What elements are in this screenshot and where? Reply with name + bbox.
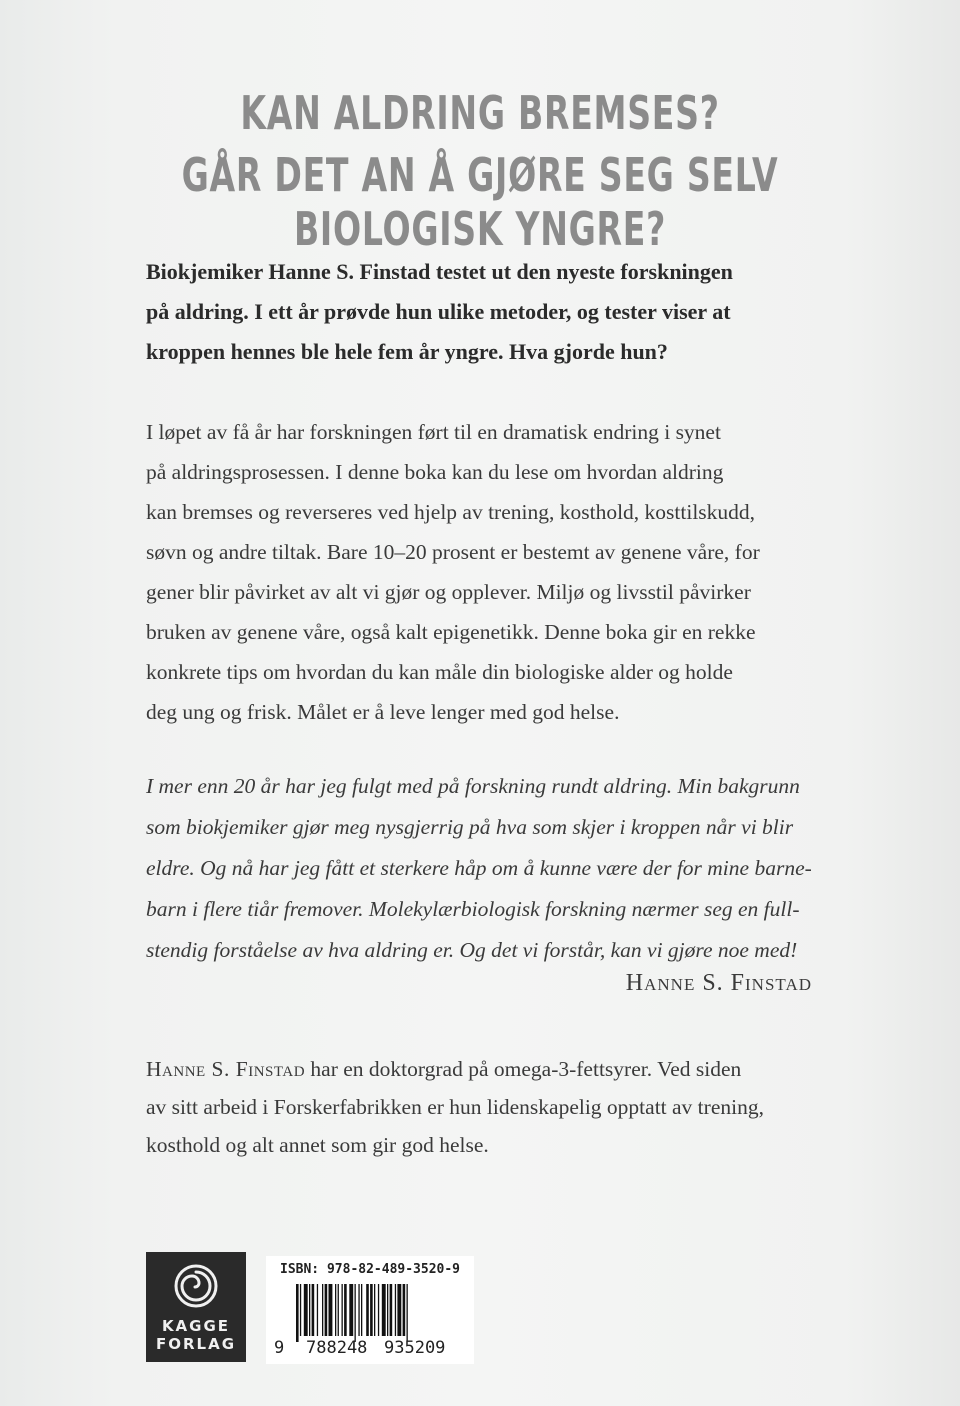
body-line: I løpet av få år har forskningen ført til en dramatisk endring i synet [146, 420, 721, 444]
barcode-bar [403, 1284, 406, 1336]
barcode-bar [358, 1284, 359, 1336]
barcode-bar [395, 1284, 396, 1336]
quote-line: I mer enn 20 år har jeg fulgt med på forskning rundt aldring. Min bakgrunn [146, 774, 800, 798]
barcode-bar [374, 1284, 375, 1336]
bio-author-name: Hanne S. Finstad [146, 1057, 306, 1081]
isbn-label: ISBN: 978-82-489-3520-9 [280, 1262, 461, 1277]
intro-line: kroppen hennes ble hele fem år yngre. Hva gjorde hun? [146, 339, 668, 364]
barcode-bar [338, 1284, 339, 1336]
quote-line: som biokjemiker gjør meg nysgjerrig på hva som skjer i kroppen når vi blir [146, 815, 794, 839]
barcode-bar [349, 1284, 353, 1336]
quote-line: eldre. Og nå har jeg fått et sterkere håp om å kunne være der for mine barne- [146, 856, 812, 880]
quote-line: stendig forståelse av hva aldring er. Og det vi forstår, kan vi gjøre noe med! [146, 938, 798, 962]
barcode-bar [370, 1284, 373, 1336]
barcode-bar [397, 1284, 401, 1336]
barcode-bar [387, 1284, 388, 1336]
barcode-bar [378, 1284, 379, 1336]
intro-line: på aldring. I ett år prøvde hun ulike metoder, og tester viser at [146, 299, 731, 324]
barcode-bar [355, 1284, 356, 1342]
intro-paragraph [146, 252, 826, 372]
author-quote [146, 766, 826, 971]
barcode-bar [317, 1284, 318, 1336]
publisher-name-line-1: KAGGE [161, 1317, 231, 1335]
barcode-bars [266, 1284, 474, 1342]
body-line: på aldringsprosessen. I denne boka kan du lese om hvordan aldring [146, 460, 724, 484]
quote-line: barn i flere tiår fremover. Molekylærbiologisk forskning nærmer seg en full- [146, 897, 800, 921]
barcode-bar [407, 1284, 408, 1342]
headline-line-1: KAN ALDRING BREMSES? [240, 86, 720, 140]
headline-line-2: GÅR DET AN Å GJØRE SEG SELV BIOLOGISK YNGRE? [181, 148, 779, 256]
body-line: søvn og andre tiltak. Bare 10–20 prosent er bestemt av genene våre, for [146, 540, 760, 564]
barcode-bar [304, 1284, 308, 1336]
barcode-digit-first: 9 [274, 1338, 285, 1358]
barcode-bar [361, 1284, 362, 1336]
barcode-bar [335, 1284, 336, 1336]
barcode-bar [296, 1284, 299, 1342]
barcode-bar [366, 1284, 369, 1336]
author-bio [146, 1050, 826, 1164]
body-line: deg ung og frisk. Målet er å leve lenger med god helse. [146, 700, 620, 724]
bio-line: kosthold og alt annet som gir god helse. [146, 1133, 489, 1157]
barcode-bar [382, 1284, 386, 1336]
barcode-bar [329, 1284, 333, 1336]
barcode-digit-group-2: 935209 [384, 1338, 446, 1358]
barcode-bar [300, 1284, 301, 1336]
intro-line: Biokjemiker Hanne S. Finstad testet ut den nyeste forskningen [146, 259, 733, 284]
body-line: bruken av genene våre, også kalt epigenetikk. Denne boka gir en rekke [146, 620, 756, 644]
publisher-logo [146, 1252, 246, 1362]
barcode-digit-group-1: 788248 [306, 1338, 368, 1358]
barcode-bar [312, 1284, 315, 1336]
quote-signature: Hanne S. Finstad [625, 970, 812, 996]
isbn-barcode [266, 1256, 474, 1364]
publisher-name-line-2: FORLAG [155, 1335, 237, 1353]
body-line: konkrete tips om hvordan du kan måle din biologiske alder og holde [146, 660, 733, 684]
body-line: kan bremses og reverseres ved hjelp av trening, kosthold, kosttilskudd, [146, 500, 756, 524]
barcode-bar [325, 1284, 328, 1336]
barcode-bar [390, 1284, 393, 1336]
bio-line [146, 1050, 826, 1088]
bio-line: av sitt arbeid i Forskerfabrikken er hun lidenskapelig opptatt av trening, [146, 1095, 764, 1119]
spiral-icon [172, 1262, 220, 1310]
barcode-bar [344, 1284, 347, 1336]
bio-line-1-text: har en doktorgrad på omega-3-fettsyrer. Ved siden [305, 1057, 742, 1081]
barcode-bar [342, 1284, 343, 1336]
body-paragraph [146, 412, 826, 732]
barcode-bar [309, 1284, 310, 1336]
body-line: gener blir påvirket av alt vi gjør og opplever. Miljø og livsstil påvirker [146, 580, 751, 604]
barcode-bar [322, 1284, 323, 1336]
